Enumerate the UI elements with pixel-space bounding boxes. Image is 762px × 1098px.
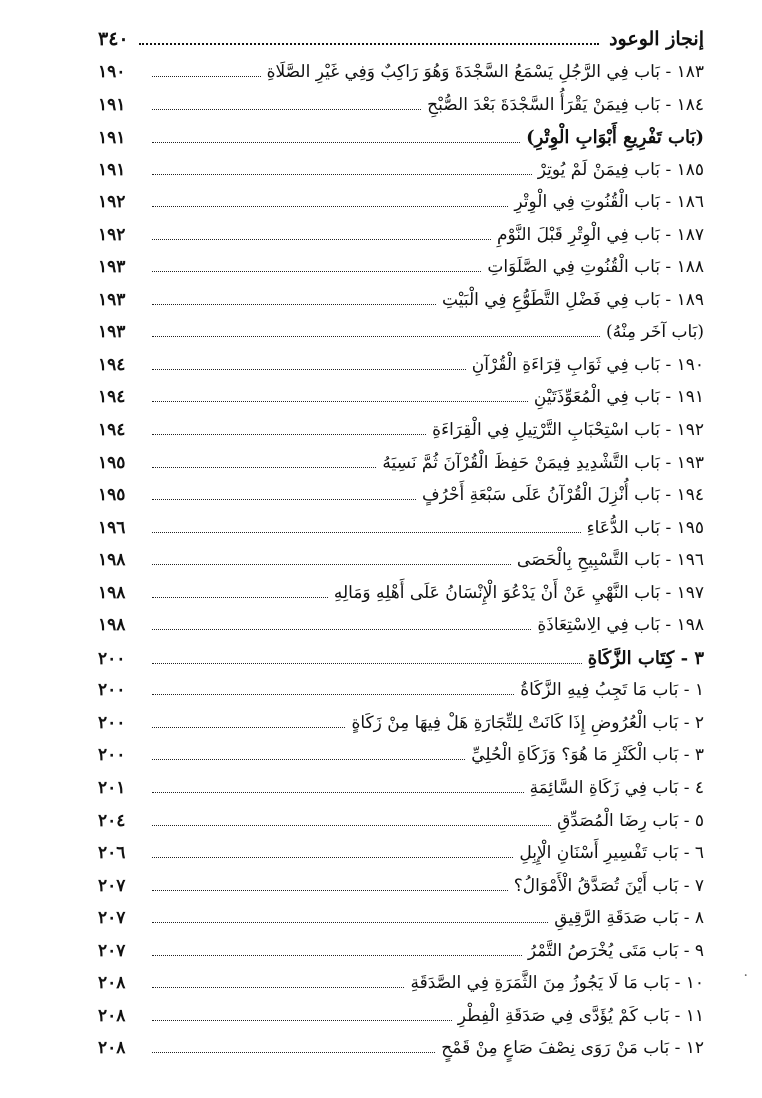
toc-entry-page: ١٩٢ bbox=[98, 224, 126, 245]
toc-entry-page: ٢٠٧ bbox=[98, 908, 126, 929]
toc-entry-page: ١٩٣ bbox=[98, 322, 126, 343]
toc-entry-title: ١٩٣ - بَاب التَّشْدِيدِ فِيمَنْ حَفِظَ الْقُرْآنَ ثُمَّ نَسِيَهُ bbox=[382, 452, 704, 473]
dot-leader bbox=[152, 467, 376, 468]
dot-leader bbox=[152, 955, 522, 956]
toc-entry-title: ٣ - بَاب الْكَنْزِ مَا هُوَ؟ وَزَكَاةِ الْحُلِيِّ bbox=[471, 745, 704, 766]
toc-entry bbox=[98, 290, 704, 323]
toc-entry-title: ١٠ - بَاب مَا لَا يَجُوزُ مِنَ الثَّمَرَةِ فِي الصَّدَقَةِ bbox=[410, 973, 704, 994]
toc-entry-page: ٢٠٦ bbox=[98, 843, 126, 864]
dot-leader bbox=[152, 694, 514, 695]
toc-entry-title: ١٩٢ - بَاب اسْتِحْبَابِ التَّرْتِيلِ فِي الْقِرَاءَةِ bbox=[432, 420, 704, 441]
toc-entry-title: ١٨٧ - بَاب فِي الْوِتْرِ قَبْلَ النَّوْمِ bbox=[496, 224, 704, 245]
toc-entry-title: ١٨٣ - بَاب فِي الرَّجُلِ يَسْمَعُ السَّجْدَةَ وَهُوَ رَاكِبٌ وَفِي غَيْرِ الصَّلَاةِ bbox=[266, 62, 704, 82]
dot-leader bbox=[152, 987, 404, 988]
toc-entry-page: ١٩١ bbox=[98, 159, 126, 180]
toc-entry bbox=[98, 453, 704, 486]
toc-entry bbox=[98, 95, 704, 128]
toc-entry-title: ١٢ - بَاب مَنْ رَوَى نِصْفَ صَاعٍ مِنْ قَمْحٍ bbox=[441, 1038, 704, 1059]
toc-entry-title: ١٩٨ - بَاب فِي الِاسْتِعَاذَةِ bbox=[537, 615, 704, 636]
toc-entry-title: ١٨٩ - بَاب فِي فَضْلِ التَّطَوُّعِ فِي الْبَيْتِ bbox=[442, 289, 704, 310]
dot-leader bbox=[152, 759, 465, 760]
dot-leader bbox=[152, 499, 416, 500]
toc-entry-page: ١٩٤ bbox=[98, 354, 126, 375]
toc-entry bbox=[98, 322, 704, 355]
dot-leader bbox=[152, 109, 421, 110]
toc-entry bbox=[98, 973, 704, 1006]
toc-entry-page: ٢٠٤ bbox=[98, 810, 126, 831]
toc-entry bbox=[98, 745, 704, 778]
toc-entry bbox=[98, 941, 704, 974]
toc-entry bbox=[98, 518, 704, 551]
toc-entry-page: ١٩١ bbox=[98, 94, 126, 115]
dot-leader bbox=[152, 206, 508, 207]
toc-entry-title: (بَاب تَفْرِيعِ أَبْوَابِ الْوِتْرِ) bbox=[526, 127, 704, 149]
toc-entry-title: ٨ - بَاب صَدَقَةِ الرَّقِيقِ bbox=[554, 908, 704, 929]
toc-entry-title: ١٩٧ - بَاب النَّهْيِ عَنْ أَنْ يَدْعُوَ الْإِنْسَانُ عَلَى أَهْلِهِ وَمَالِهِ bbox=[333, 582, 704, 603]
dot-leader bbox=[152, 369, 466, 370]
toc-entry bbox=[98, 713, 704, 746]
dot-leader bbox=[152, 629, 531, 630]
dot-leader bbox=[152, 857, 513, 858]
toc-entry-title: ١٩٥ - بَاب الدُّعَاءِ bbox=[586, 517, 704, 538]
toc-entry-page: ١٩٦ bbox=[98, 517, 126, 538]
toc-entry-page: ١٩٠ bbox=[98, 62, 126, 82]
toc-entry-title: ١٩٤ - بَاب أُنْزِلَ الْقُرْآنُ عَلَى سَبْعَةِ أَحْرُفٍ bbox=[421, 485, 704, 506]
toc-entry bbox=[98, 908, 704, 941]
toc-entry bbox=[98, 160, 704, 193]
toc-entry-title: ١٨٤ - بَاب فِيمَنْ يَقْرَأُ السَّجْدَةَ بَعْدَ الصُّبْحِ bbox=[427, 94, 704, 115]
toc-entry bbox=[98, 811, 704, 844]
header-leader bbox=[139, 43, 599, 45]
dot-leader bbox=[152, 76, 261, 77]
toc-entry-page: ٢٠٨ bbox=[98, 973, 126, 994]
toc-entry bbox=[98, 1006, 704, 1039]
toc-entry bbox=[98, 62, 704, 95]
toc-entry bbox=[98, 420, 704, 453]
toc-entry-page: ٢٠٠ bbox=[98, 648, 126, 669]
toc-entry bbox=[98, 843, 704, 876]
toc-entry-title: ٩ - بَاب مَتَى يُخْرَصُ التَّمْرُ bbox=[527, 940, 704, 961]
toc-entry bbox=[98, 127, 704, 160]
dot-leader bbox=[152, 922, 548, 923]
toc-entry-page: ١٩٣ bbox=[98, 257, 126, 278]
dot-leader bbox=[152, 336, 600, 337]
toc-entry bbox=[98, 876, 704, 909]
dot-leader bbox=[152, 142, 520, 143]
toc-entry-title: ١١ - بَاب كَمْ يُؤَدَّى فِي صَدَقَةِ الْفِطْرِ bbox=[457, 1005, 704, 1026]
dot-leader bbox=[152, 304, 436, 305]
dot-leader bbox=[152, 434, 426, 435]
toc-entry-page: ٢٠٧ bbox=[98, 875, 126, 896]
toc-entry-title: ٧ - بَاب أَيْنَ تُصَدَّقُ الْأَمْوَالُ؟ bbox=[513, 875, 704, 896]
toc-entry-title: ١٨٥ - بَاب فِيمَنْ لَمْ يُوتِرْ bbox=[537, 159, 704, 180]
toc-entry-title: ١٩١ - بَاب فِي الْمُعَوِّذَتَيْنِ bbox=[533, 387, 704, 408]
toc-entry-title: ٤ - بَاب فِي زَكَاةِ السَّائِمَةِ bbox=[529, 778, 704, 799]
margin-mark: . bbox=[743, 964, 748, 980]
toc-entry-page: ١٩٥ bbox=[98, 485, 126, 506]
dot-leader bbox=[152, 239, 491, 240]
toc-entry bbox=[98, 615, 704, 648]
toc-entry bbox=[98, 485, 704, 518]
dot-leader bbox=[152, 1020, 452, 1021]
toc-entry-page: ١٩٨ bbox=[98, 582, 126, 603]
toc-entry-page: ٢٠٧ bbox=[98, 940, 126, 961]
toc-entry-page: ١٩٨ bbox=[98, 550, 126, 571]
toc-entry-page: ١٩٥ bbox=[98, 452, 126, 473]
dot-leader bbox=[152, 271, 481, 272]
toc-entry-title: ٥ - بَاب رِضَا الْمُصَدِّقِ bbox=[557, 810, 704, 831]
toc-entry-page: ١٩٤ bbox=[98, 420, 126, 441]
toc-entry-page: ٢٠٨ bbox=[98, 1005, 126, 1026]
toc-entry-page: ٢٠٨ bbox=[98, 1038, 126, 1059]
toc-entry bbox=[98, 680, 704, 713]
toc-entry bbox=[98, 355, 704, 388]
dot-leader bbox=[152, 401, 528, 402]
toc-entry-page: ١٩٨ bbox=[98, 615, 126, 636]
toc-entry-page: ٢٠١ bbox=[98, 778, 126, 799]
toc-entry-title: ٢ - بَاب الْعُرُوضِ إِذَا كَانَتْ لِلتِّجَارَةِ هَلْ فِيهَا مِنْ زَكَاةٍ bbox=[351, 712, 704, 733]
dot-leader bbox=[152, 532, 581, 533]
dot-leader bbox=[152, 663, 582, 664]
dot-leader bbox=[152, 792, 524, 793]
dot-leader bbox=[152, 825, 551, 826]
toc-entry-page: ٢٠٠ bbox=[98, 745, 126, 766]
toc-entry bbox=[98, 387, 704, 420]
toc-entry-title: ١٩٠ - بَاب فِي ثَوَابِ قِرَاءَةِ الْقُرْآنِ bbox=[471, 354, 704, 375]
dot-leader bbox=[152, 1052, 435, 1053]
toc-entry bbox=[98, 257, 704, 290]
dot-leader bbox=[152, 597, 328, 598]
toc-entry-page: ٢٠٠ bbox=[98, 712, 126, 733]
toc-entry bbox=[98, 583, 704, 616]
toc-entry bbox=[98, 192, 704, 225]
toc-entry-page: ١٩٢ bbox=[98, 192, 126, 213]
toc-entry bbox=[98, 648, 704, 681]
book-title: إنجاز الوعود bbox=[609, 28, 704, 50]
dot-leader bbox=[152, 890, 508, 891]
toc-entry bbox=[98, 1038, 704, 1071]
dot-leader bbox=[152, 727, 345, 728]
toc-entry-title: ٣ - كِتَاب الزَّكَاةِ bbox=[587, 647, 704, 669]
toc-entry-title: ١٨٦ - بَاب الْقُنُوتِ فِي الْوِتْرِ bbox=[514, 192, 704, 213]
toc-entry-page: ١٩١ bbox=[98, 128, 126, 149]
table-of-contents bbox=[98, 62, 704, 1071]
toc-entry-title: ١٩٦ - بَاب التَّسْبِيحِ بِالْحَصَى bbox=[516, 550, 704, 571]
toc-entry-title: (بَاب آخَر مِنْهُ) bbox=[606, 322, 704, 343]
toc-entry-title: ١ - بَاب مَا تَجِبُ فِيهِ الزَّكَاةُ bbox=[520, 680, 704, 701]
dot-leader bbox=[152, 174, 532, 175]
toc-entry bbox=[98, 778, 704, 811]
page-header bbox=[98, 28, 704, 62]
toc-entry-page: ٢٠٠ bbox=[98, 680, 126, 701]
toc-entry-page: ١٩٤ bbox=[98, 387, 126, 408]
header-page-number: ٣٤٠ bbox=[98, 28, 129, 50]
toc-entry bbox=[98, 550, 704, 583]
toc-entry-title: ٦ - بَاب تَفْسِيرِ أَسْنَانِ الْإِبِلِ bbox=[519, 843, 704, 864]
toc-entry bbox=[98, 225, 704, 258]
toc-entry-title: ١٨٨ - بَاب الْقُنُوتِ فِي الصَّلَوَاتِ bbox=[487, 257, 704, 278]
dot-leader bbox=[152, 564, 511, 565]
toc-entry-page: ١٩٣ bbox=[98, 289, 126, 310]
